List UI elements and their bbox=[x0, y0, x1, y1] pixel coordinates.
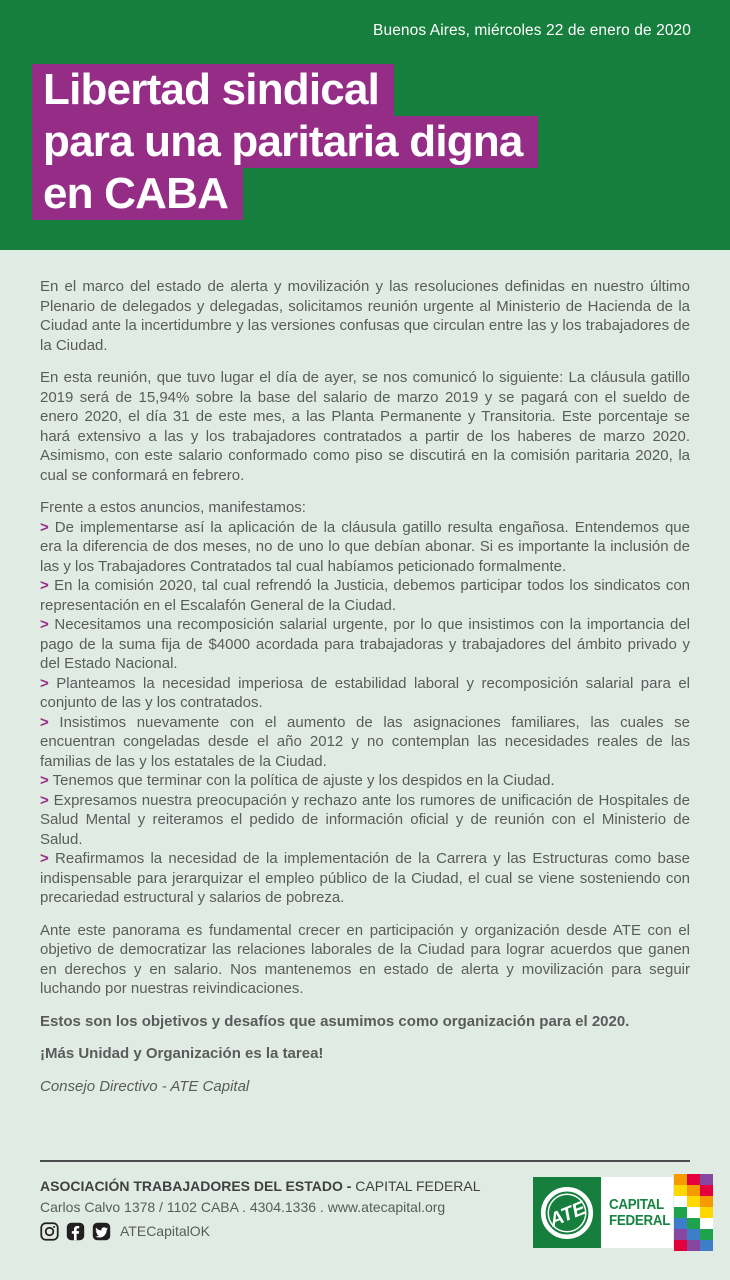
list-item: > Expresamos nuestra preocupación y rechazo ante los rumores de unificación de Hospitales de Salud Mental y reiteramos el pedido de información oficial y de reunión con el Ministerio de Salud. bbox=[40, 791, 690, 848]
body-text bbox=[0, 250, 730, 1096]
social-row bbox=[40, 1221, 481, 1242]
meeting-paragraph: En esta reunión, que tuvo lugar el día de ayer, se nos comunicó lo siguiente: La cláusula gatillo 2019 será de 15,94% sobre la base del salario de marzo 2019 y se pagará con el sueldo de enero 2020, el día 31 de este mes, a las Planta Permanente y Transitoria. Este porcentaje se hará extensivo a las y los trabajadores contratados a partir de los haberes de marzo 2020. Asimismo, con este salario conformado como piso se discutirá en la comisión paritaria 2020, la cual se conformará en febrero. bbox=[40, 369, 690, 484]
ate-logo bbox=[533, 1174, 713, 1251]
bullet-arrow-icon: > bbox=[40, 713, 49, 731]
bullet-arrow-icon: > bbox=[40, 674, 49, 692]
wiphala-mosaic bbox=[674, 1174, 713, 1251]
demands-intro: Frente a estos anuncios, manifestamos: bbox=[40, 499, 306, 516]
bullet-arrow-icon: > bbox=[40, 577, 49, 594]
signature: Consejo Directivo - ATE Capital bbox=[40, 1077, 250, 1095]
title-line-1: Libertad sindical bbox=[32, 64, 394, 116]
list-item: > Planteamos la necesidad imperiosa de estabilidad laboral y recomposición salarial para el conjunto de las y los contratados. bbox=[40, 674, 691, 711]
bullet-arrow-icon: > bbox=[40, 518, 49, 536]
capital-federal-label: CAPITAL FEDERAL bbox=[601, 1177, 673, 1248]
list-item: > En la comisión 2020, tal cual refrendó la Justicia, debemos participar todos los sindicatos con representación en el Escalafón General de la Ciudad. bbox=[40, 577, 690, 614]
header-band bbox=[0, 0, 730, 250]
page-title bbox=[32, 64, 538, 220]
ate-emblem bbox=[533, 1177, 601, 1248]
closing-paragraph: Ante este panorama es fundamental crecer en participación y organización desde ATE con el objetivo de democratizar las relaciones laborales de la Ciudad para lograr acuerdos que ganen en derechos y en salario. Nos mantenemos en estado de alerta y movilización para seguir luchando por nuestras reivindicaciones. bbox=[40, 921, 690, 997]
contact-block bbox=[40, 1176, 481, 1242]
list-item: > Necesitamos una recomposición salarial urgente, por lo que insistimos con la importancia del pago de la suma fija de $4000 acordada para trabajadoras y trabajadores del ámbito privado y del Estado Nacional. bbox=[40, 616, 691, 672]
intro-paragraph: En el marco del estado de alerta y movilización y las resoluciones definidas en nuestro último Plenario de delegados y delegadas, solicitamos reunión urgente al Ministerio de Hacienda de la Ciudad ante la incertidumbre y las versiones confusas que circulan entre las y los trabajadores de la Ciudad. bbox=[40, 278, 690, 354]
slogan: ¡Más Unidad y Organización es la tarea! bbox=[40, 1045, 324, 1062]
bullet-arrow-icon: > bbox=[40, 616, 49, 633]
demands-list bbox=[40, 498, 690, 908]
bullet-arrow-icon: > bbox=[40, 850, 49, 867]
facebook-icon bbox=[66, 1222, 85, 1241]
objectives-statement: Estos son los objetivos y desafíos que asumimos como organización para el 2020. bbox=[40, 1012, 630, 1030]
list-item: > Insistimos nuevamente con el aumento de las asignaciones familiares, las cuales se encuentran congeladas desde el año 2012 y no contemplan las necesidades reales de las familias de las y los estatales de la Ciudad. bbox=[40, 713, 690, 770]
instagram-icon bbox=[40, 1222, 59, 1241]
list-item: > Reafirmamos la necesidad de la implementación de la Carrera y las Estructuras como base indispensable para jerarquizar el empleo público de la Ciudad, el cual se viene sosteniendo con precariedad estructural y salarios de pobreza. bbox=[40, 850, 690, 906]
list-item: > Tenemos que terminar con la política de ajuste y los despidos en la Ciudad. bbox=[40, 772, 555, 789]
twitter-icon bbox=[92, 1222, 111, 1241]
bullet-arrow-icon: > bbox=[40, 791, 49, 809]
title-line-2: para una paritaria digna bbox=[32, 116, 538, 168]
svg-text:ATE: ATE bbox=[546, 1197, 589, 1231]
address-line: Carlos Calvo 1378 / 1102 CABA . 4304.1336 . www.atecapital.org bbox=[40, 1199, 446, 1215]
title-line-3: en CABA bbox=[32, 168, 243, 220]
dateline: Buenos Aires, miércoles 22 de enero de 2020 bbox=[373, 22, 691, 39]
footer bbox=[0, 1160, 730, 1251]
social-handle: ATECapitalOK bbox=[120, 1223, 210, 1239]
bullet-arrow-icon: > bbox=[40, 772, 49, 789]
organization-name: ASOCIACIÓN TRABAJADORES DEL ESTADO - CAPITAL FEDERAL bbox=[40, 1178, 481, 1194]
list-item: > De implementarse así la aplicación de la cláusula gatillo resulta engañosa. Entendemos que era la diferencia de dos meses, no de uno lo que debían abonar. Si es importante la inclusión de las y los Trabajadores Contratados tal cual habíamos peticionado formalmente. bbox=[40, 518, 690, 575]
